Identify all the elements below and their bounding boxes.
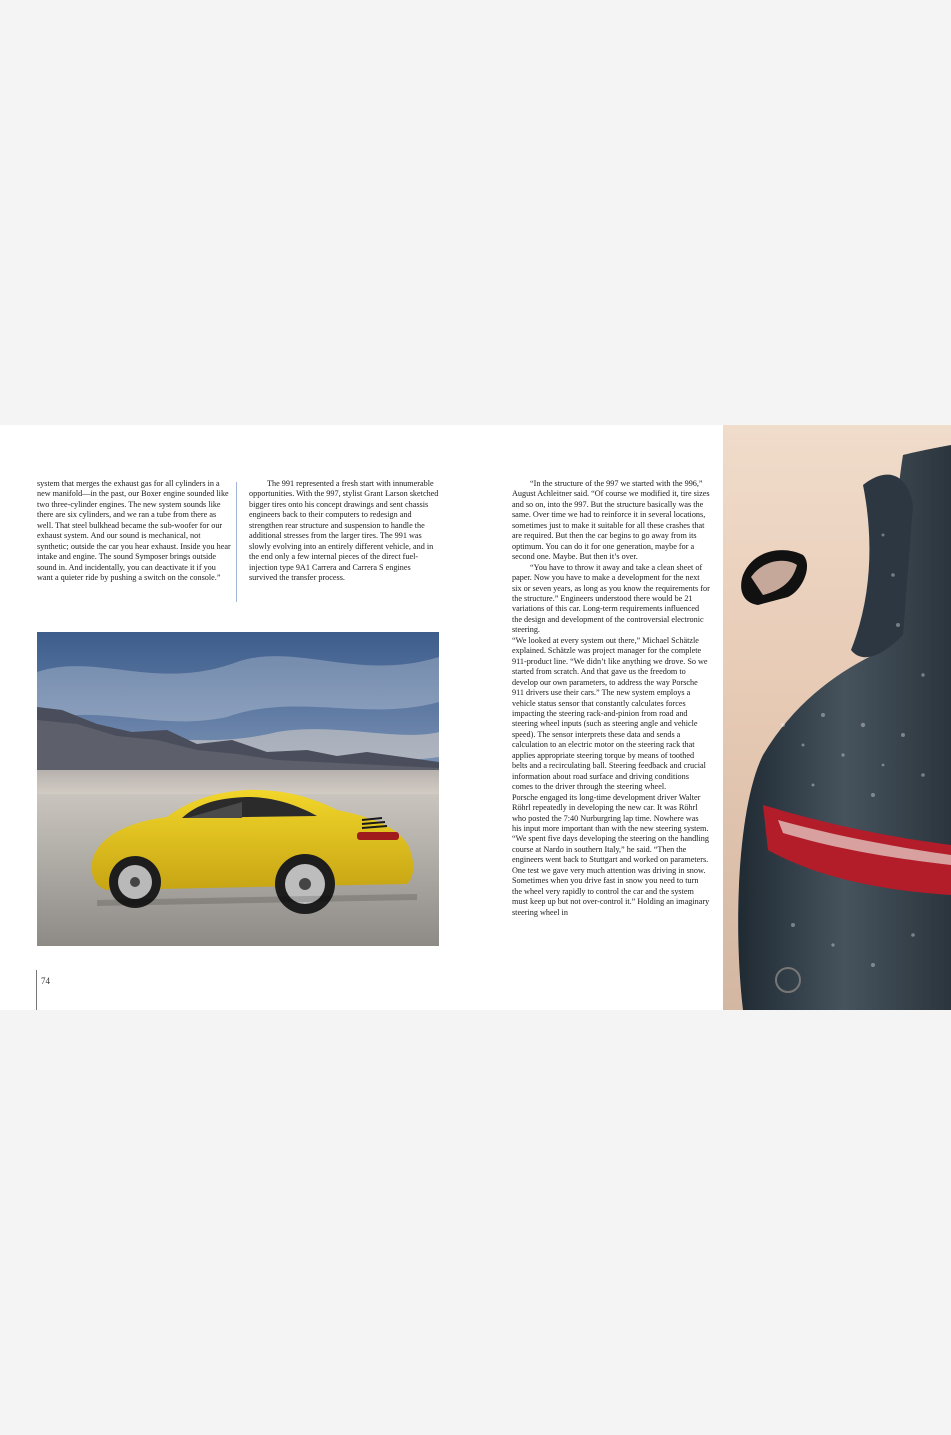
text-column-left <box>37 479 233 584</box>
yellow-car-illustration <box>37 632 439 946</box>
paragraph: The 991 represented a fresh start with innumerable opportunities. With the 997, stylist Grant Larson sketched bigger tires onto his concept drawings and sent chassis engineers back to their computers to redesign and strengthen rear structure and suspension to handle the additional stresses from the larger tires. The 991 was slowly evolving into an entirely different vehicle, and in the end only a few internal pieces of the direct fuel-injection type 9A1 Carrera and Carrera S engines survived the transfer process. <box>249 479 439 583</box>
text-column-middle <box>249 479 439 584</box>
paragraph: system that merges the exhaust gas for all cylinders in a new manifold—in the past, our Boxer engine sounded like two three-cylinder engines. The new system sounds like there are six cylinders, and we ran a tube from there as well. That steel bulkhead became the sub-woofer for our exhaust system. And our sound is mechanical, not synthetic; outside the car you hear exhaust. Inside you hear intake and engine. The sound Symposer brings outside sound in. And incidentally, you can deactivate it if you want a quieter ride by pushing a switch on the console.” <box>37 479 231 583</box>
paragraph: “We spent five days developing the steering on the handling course at Nardo in southern Italy,” he said. “Then the engineers went back to Stuttgart and worked on parameters. One test we gave very much attention was driving in snow. Sometimes when you drive fast in snow you need to turn the wheel very rapidly to control the car and the system must keep up but not over-control it.” Holding an imaginary steering wheel in <box>512 834 710 917</box>
paragraph: “You have to throw it away and take a clean sheet of paper. Now you have to make a development for the next six or seven years, as long as you know the requirements for the structure.” Engineers understood there would be 21 variations of this car. Long-term requirements influenced the design and development of the controversial electronic steering. <box>512 562 710 635</box>
book-spread <box>0 425 951 1010</box>
paragraph: “We looked at every system out there,” Michael Schätzle explained. Schätzle was project manager for the complete 911-product line. “We didn’t like anything we drove. So we started from scratch. And that gave us the freedom to develop our own parameters, to address the way Porsche 911 drivers use their cars.” The new system employs a vehicle status sensor that constantly calculates forces impacting the steering rack-and-pinion from road and steering wheel inputs (such as steering angle and vehicle speed). The sensor interprets these data and sends a calculation to an electric motor on the steering rack that applies appropriate steering torque by means of toothed belts and a recirculating ball. Steering feedback and crucial information about road surface and driving conditions comes to the driver through the steering wheel. <box>512 635 708 792</box>
photo-yellow-porsche-desert <box>37 632 439 946</box>
grey-car-illustration <box>723 425 951 1010</box>
folio-rule <box>36 970 37 1010</box>
photo-grey-porsche-rear-detail <box>723 425 951 1010</box>
page-number: 74 <box>41 976 50 986</box>
paragraph: Porsche engaged its long-time development driver Walter Röhrl repeatedly in developing the new car. It was Röhrl who posted the 7:40 Nurburgring lap time. Nowhere was his input more important than with the new steering system. <box>512 792 709 833</box>
text-column-right <box>512 479 710 918</box>
column-rule <box>236 482 237 602</box>
paragraph: “In the structure of the 997 we started with the 996,” August Achleitner said. “Of course we modified it, tire sizes and so on, into the 997. But the structure basically was the same. Over time we had to reinforce it in several locations, sometimes just to make it suitable for all these crashes that are required. But then the car begins to go away from its optimum. You can do it for one generation, maybe for a second one. Maybe. But then it’s over. <box>512 479 710 562</box>
